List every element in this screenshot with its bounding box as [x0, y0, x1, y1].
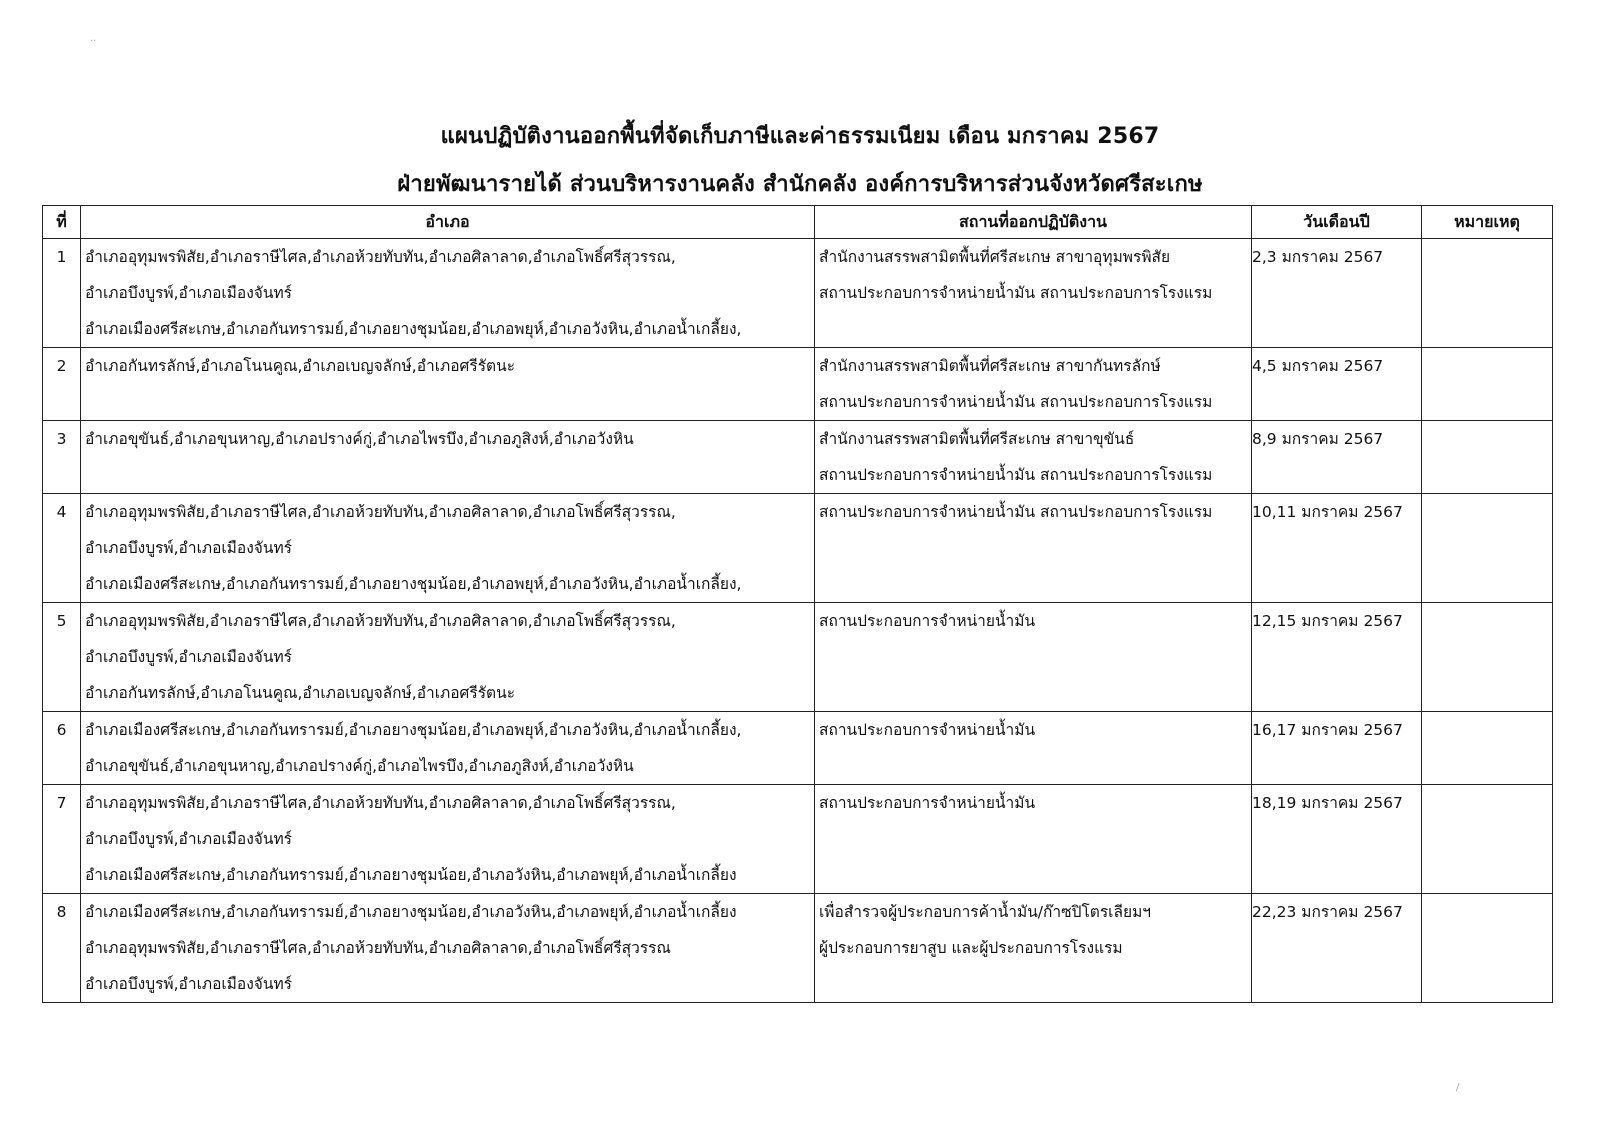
date-cell: 8,9 มกราคม 2567: [1252, 421, 1422, 494]
district-cell: [81, 421, 815, 494]
header-note: หมายเหตุ: [1422, 206, 1553, 239]
district-line: อำเภอบึงบูรพ์,อำเภอเมืองจันทร์: [85, 975, 293, 993]
table-header-row: [43, 206, 1553, 239]
row-number: 2: [43, 348, 81, 421]
header-date: วันเดือนปี: [1252, 206, 1422, 239]
location-line: สถานประกอบการจำหน่ายน้ำมัน: [819, 794, 1036, 812]
table-row: [43, 712, 1553, 785]
district-line: อำเภอเมืองศรีสะเกษ,อำเภอกันทรารมย์,อำเภอยางชุมน้อย,อำเภอวังหิน,อำเภอพยุห์,อำเภอน้ำเกลี้ยง: [85, 903, 737, 921]
date-cell: 16,17 มกราคม 2567: [1252, 712, 1422, 785]
district-line: อำเภอบึงบูรพ์,อำเภอเมืองจันทร์: [85, 284, 293, 302]
district-cell: [81, 239, 815, 348]
district-line: อำเภอเมืองศรีสะเกษ,อำเภอกันทรารมย์,อำเภอยางชุมน้อย,อำเภอพยุห์,อำเภอวังหิน,อำเภอน้ำเกลี้ยง,: [85, 721, 742, 739]
location-cell: [815, 603, 1252, 712]
header-location: สถานที่ออกปฏิบัติงาน: [815, 206, 1252, 239]
district-cell: [81, 603, 815, 712]
note-cell: [1422, 239, 1553, 348]
location-line: สถานประกอบการจำหน่ายน้ำมัน สถานประกอบการโรงแรม: [819, 466, 1213, 484]
note-cell: [1422, 348, 1553, 421]
header-no: ที่: [43, 206, 81, 239]
date-cell: 4,5 มกราคม 2567: [1252, 348, 1422, 421]
district-line: อำเภอบึงบูรพ์,อำเภอเมืองจันทร์: [85, 830, 293, 848]
schedule-table: [42, 205, 1553, 1003]
table-body: [43, 239, 1553, 1003]
date-cell: 10,11 มกราคม 2567: [1252, 494, 1422, 603]
location-line: สถานประกอบการจำหน่ายน้ำมัน สถานประกอบการโรงแรม: [819, 284, 1213, 302]
note-cell: [1422, 494, 1553, 603]
location-cell: [815, 421, 1252, 494]
document-title: แผนปฏิบัติงานออกพื้นที่จัดเก็บภาษีและค่าธรรมเนียม เดือน มกราคม 2567: [440, 124, 1160, 149]
location-line: สำนักงานสรรพสามิตพื้นที่ศรีสะเกษ สาขาขุขันธ์: [819, 430, 1135, 448]
district-line: อำเภอขุขันธ์,อำเภอขุนหาญ,อำเภอปรางค์กู่,อำเภอไพรบึง,อำเภอภูสิงห์,อำเภอวังหิน: [85, 757, 634, 775]
table-row: [43, 239, 1553, 348]
table-row: [43, 348, 1553, 421]
district-line: อำเภออุทุมพรพิสัย,อำเภอราษีไศล,อำเภอห้วยทับทัน,อำเภอศิลาลาด,อำเภอโพธิ์ศรีสุวรรณ: [85, 939, 671, 957]
district-line: อำเภอบึงบูรพ์,อำเภอเมืองจันทร์: [85, 648, 293, 666]
location-line: สำนักงานสรรพสามิตพื้นที่ศรีสะเกษ สาขากันทรลักษ์: [819, 357, 1161, 375]
district-line: อำเภอกันทรลักษ์,อำเภอโนนคูณ,อำเภอเบญจลักษ์,อำเภอศรีรัตนะ: [85, 684, 516, 702]
district-line: อำเภออุทุมพรพิสัย,อำเภอราษีไศล,อำเภอห้วยทับทัน,อำเภอศิลาลาด,อำเภอโพธิ์ศรีสุวรรณ,: [85, 248, 676, 266]
location-line: สถานประกอบการจำหน่ายน้ำมัน: [819, 721, 1036, 739]
table-row: [43, 603, 1553, 712]
district-line: อำเภออุทุมพรพิสัย,อำเภอราษีไศล,อำเภอห้วยทับทัน,อำเภอศิลาลาด,อำเภอโพธิ์ศรีสุวรรณ,: [85, 503, 676, 521]
district-line: อำเภอเมืองศรีสะเกษ,อำเภอกันทรารมย์,อำเภอยางชุมน้อย,อำเภอพยุห์,อำเภอวังหิน,อำเภอน้ำเกลี้ยง,: [85, 575, 742, 593]
location-line: สถานประกอบการจำหน่ายน้ำมัน: [819, 612, 1036, 630]
table-row: [43, 894, 1553, 1003]
district-line: อำเภออุทุมพรพิสัย,อำเภอราษีไศล,อำเภอห้วยทับทัน,อำเภอศิลาลาด,อำเภอโพธิ์ศรีสุวรรณ,: [85, 612, 676, 630]
header-district: อำเภอ: [81, 206, 815, 239]
district-cell: [81, 348, 815, 421]
location-cell: [815, 894, 1252, 1003]
date-cell: 2,3 มกราคม 2567: [1252, 239, 1422, 348]
note-cell: [1422, 421, 1553, 494]
note-cell: [1422, 894, 1553, 1003]
note-cell: [1422, 785, 1553, 894]
district-line: อำเภอกันทรลักษ์,อำเภอโนนคูณ,อำเภอเบญจลักษ์,อำเภอศรีรัตนะ: [85, 357, 516, 375]
date-cell: 12,15 มกราคม 2567: [1252, 603, 1422, 712]
row-number: 1: [43, 239, 81, 348]
district-line: อำเภอเมืองศรีสะเกษ,อำเภอกันทรารมย์,อำเภอยางชุมน้อย,อำเภอพยุห์,อำเภอวังหิน,อำเภอน้ำเกลี้ยง,: [85, 320, 742, 338]
document-subtitle: ฝ่ายพัฒนารายได้ ส่วนบริหารงานคลัง สำนักคลัง องค์การบริหารส่วนจังหวัดศรีสะเกษ: [397, 172, 1203, 197]
table-row: [43, 785, 1553, 894]
district-cell: [81, 894, 815, 1003]
note-cell: [1422, 603, 1553, 712]
district-line: อำเภอขุขันธ์,อำเภอขุนหาญ,อำเภอปรางค์กู่,อำเภอไพรบึง,อำเภอภูสิงห์,อำเภอวังหิน: [85, 430, 634, 448]
row-number: 3: [43, 421, 81, 494]
location-line: สถานประกอบการจำหน่ายน้ำมัน สถานประกอบการโรงแรม: [819, 393, 1213, 411]
location-line: สถานประกอบการจำหน่ายน้ำมัน สถานประกอบการโรงแรม: [819, 503, 1213, 521]
table-row: [43, 421, 1553, 494]
district-cell: [81, 785, 815, 894]
location-cell: [815, 239, 1252, 348]
district-cell: [81, 494, 815, 603]
district-line: อำเภออุทุมพรพิสัย,อำเภอราษีไศล,อำเภอห้วยทับทัน,อำเภอศิลาลาด,อำเภอโพธิ์ศรีสุวรรณ,: [85, 794, 676, 812]
row-number: 8: [43, 894, 81, 1003]
district-line: อำเภอเมืองศรีสะเกษ,อำเภอกันทรารมย์,อำเภอยางชุมน้อย,อำเภอวังหิน,อำเภอพยุห์,อำเภอน้ำเกลี้ยง: [85, 866, 737, 884]
date-cell: 22,23 มกราคม 2567: [1252, 894, 1422, 1003]
scan-speck: /: [1456, 1082, 1460, 1093]
district-cell: [81, 712, 815, 785]
date-cell: 18,19 มกราคม 2567: [1252, 785, 1422, 894]
row-number: 6: [43, 712, 81, 785]
location-line: เพื่อสำรวจผู้ประกอบการค้าน้ำมัน/ก๊าซปิโตรเลียมฯ: [819, 903, 1151, 921]
location-cell: [815, 785, 1252, 894]
location-line: สำนักงานสรรพสามิตพื้นที่ศรีสะเกษ สาขาอุทุมพรพิสัย: [819, 248, 1171, 266]
row-number: 4: [43, 494, 81, 603]
note-cell: [1422, 712, 1553, 785]
district-line: อำเภอบึงบูรพ์,อำเภอเมืองจันทร์: [85, 539, 293, 557]
location-cell: [815, 712, 1252, 785]
location-cell: [815, 494, 1252, 603]
table-row: [43, 494, 1553, 603]
row-number: 7: [43, 785, 81, 894]
scan-speck: ··: [90, 36, 97, 47]
row-number: 5: [43, 603, 81, 712]
location-line: ผู้ประกอบการยาสูบ และผู้ประกอบการโรงแรม: [819, 939, 1123, 957]
location-cell: [815, 348, 1252, 421]
